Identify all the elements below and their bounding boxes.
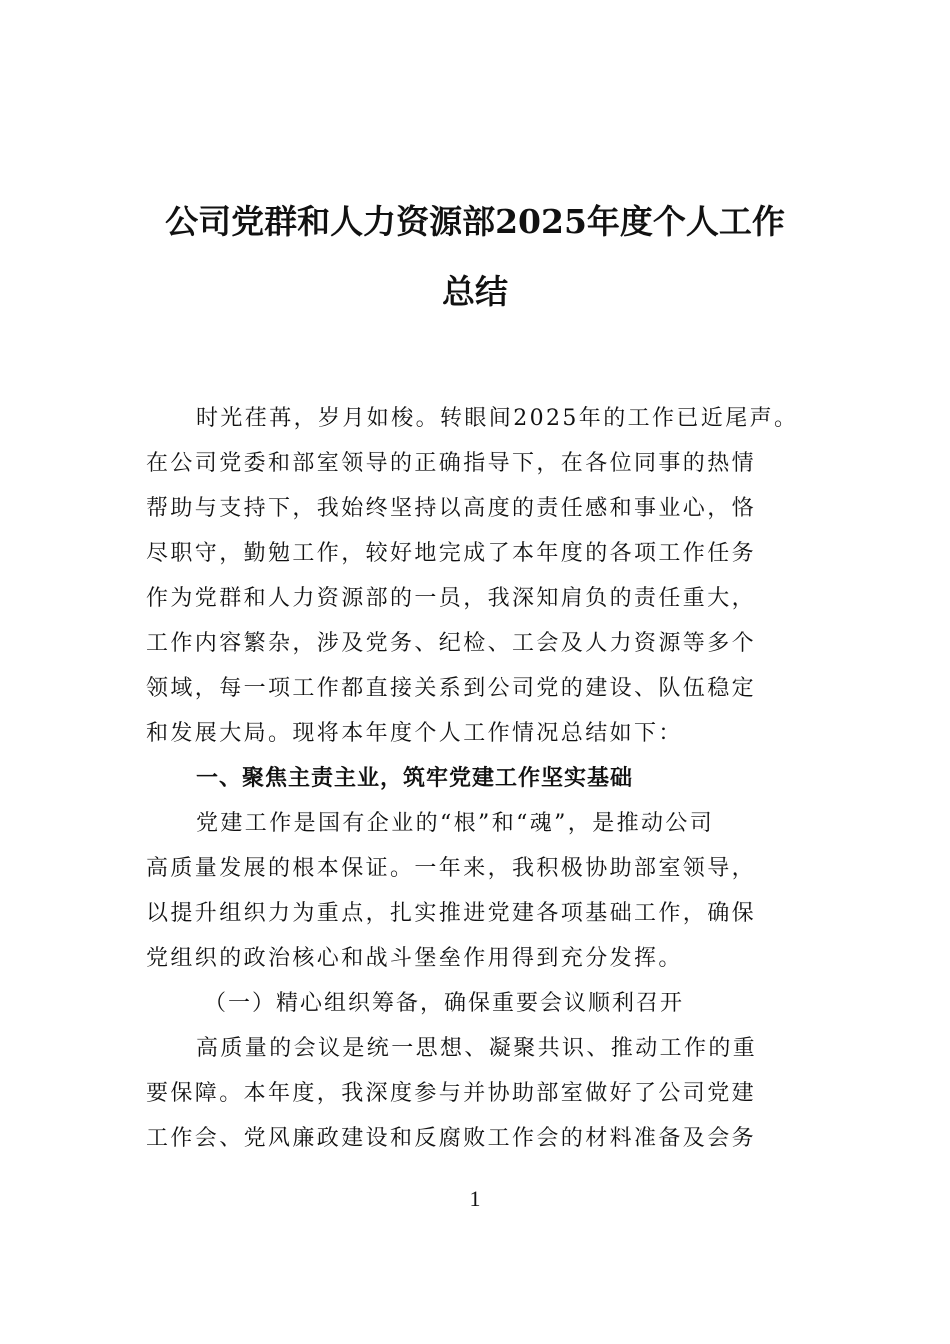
section-heading: 一、聚焦主责主业，筑牢党建工作坚实基础 (196, 766, 634, 791)
text-line: 尽职守，勤勉工作，较好地完成了本年度的各项工作任务 (146, 541, 757, 566)
page-number: 1 (469, 1186, 481, 1211)
text-line: 和发展大局。现将本年度个人工作情况总结如下： (146, 721, 683, 746)
paragraph-meetings (146, 1026, 806, 1161)
text-line: 工作会、党风廉政建设和反腐败工作会的材料准备及会务 (146, 1126, 757, 1151)
text-line: 时光荏苒，岁月如梭。转眼间2025年的工作已近尾声。 (196, 406, 799, 431)
text-line: 以提升组织力为重点，扎实推进党建各项基础工作，确保 (146, 901, 757, 926)
document-title-line-1: 公司党群和人力资源部2025年度个人工作 (165, 202, 785, 241)
text-line: 工作内容繁杂，涉及党务、纪检、工会及人力资源等多个 (146, 631, 757, 656)
text-line: 党组织的政治核心和战斗堡垒作用得到充分发挥。 (146, 946, 683, 971)
paragraph-party-building (146, 801, 806, 981)
subsection-heading: （一）精心组织筹备，确保重要会议顺利召开 (204, 991, 685, 1016)
text-line: 作为党群和人力资源部的一员，我深知肩负的责任重大， (146, 586, 757, 611)
text-line: 帮助与支持下，我始终坚持以高度的责任感和事业心，恪 (146, 496, 757, 521)
text-line: 高质量的会议是统一思想、凝聚共识、推动工作的重 (196, 1036, 758, 1061)
text-line: 高质量发展的根本保证。一年来，我积极协助部室领导， (146, 856, 757, 881)
text-line: 党建工作是国有企业的“根”和“魂”，是推动公司 (196, 811, 715, 836)
document-title-line-2: 总结 (442, 272, 508, 311)
document-body (146, 396, 806, 1161)
paragraph-intro (146, 396, 806, 756)
text-line: 在公司党委和部室领导的正确指导下，在各位同事的热情 (146, 451, 757, 476)
text-line: 领域，每一项工作都直接关系到公司党的建设、队伍稳定 (146, 676, 757, 701)
text-line: 要保障。本年度，我深度参与并协助部室做好了公司党建 (146, 1081, 757, 1106)
